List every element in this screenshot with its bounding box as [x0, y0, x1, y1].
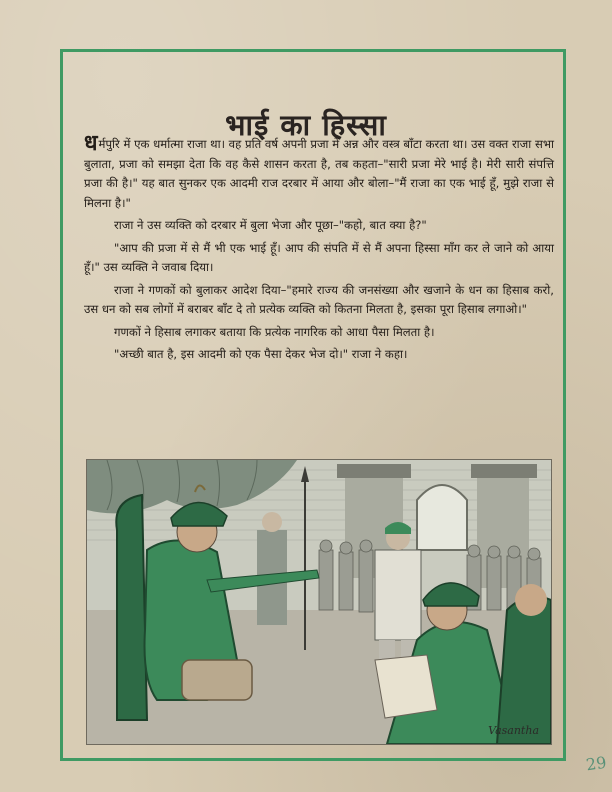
page-number: 29 — [584, 752, 608, 775]
throne-cushion — [182, 660, 252, 700]
story-text — [84, 131, 554, 368]
petitioner-figure — [375, 550, 421, 640]
court-scene — [87, 460, 551, 744]
artist-signature: Vasantha — [488, 724, 539, 737]
throne-back — [116, 495, 147, 720]
story-paragraph-1-text: र्मपुरि में एक धर्मात्मा राजा था। वह प्रति वर्ष अपनी प्रजा में अन्न और वस्त्र बाँटा करता था। उस वक्त राजा सभा बुलाता, प्रजा को समझा देता कि वह कैसे शासन करता है, तब कहता–"सारी प्रजा मेरे भाई है। मेरी सारी संपत्ति प्रजा की है।" यह बात सुनकर एक आदमी राज दरबार में आया और बोला–"मैं राजा का एक भाई हूँ, मुझे राजा से मिलना है।" — [84, 137, 554, 210]
ledger-scroll — [375, 655, 437, 718]
story-paragraph-4: राजा ने गणकों को बुलाकर आदेश दिया–"हमारे राज्य की जनसंख्या और खजाने के धन का हिसाब करो, उस धन को सब लोगों में बराबर बाँट दे तो प्रत्येक व्यक्ति को कितना मिलता है, इसका पूरा हिसाब लगाओ।" — [84, 282, 554, 316]
arch-window — [417, 485, 467, 550]
story-paragraph-5: गणकों ने हिसाब लगाकर बताया कि प्रत्येक नागरिक को आधा पैसा मिलता है। — [114, 324, 435, 339]
dropcap-letter: ध — [84, 131, 98, 156]
court-illustration — [86, 459, 552, 745]
story-paragraph-2: राजा ने उस व्यक्ति को दरबार में बुला भेजा और पूछा–"कहो, बात क्या है?" — [114, 218, 427, 232]
story-title: भाई का हिस्सा — [225, 108, 387, 143]
story-paragraph-1 — [84, 131, 554, 213]
story-paragraph-3: "आप की प्रजा में से मैं भी एक भाई हूँ। आप की संपति में से मैं अपना हिस्सा माँग कर ले जाने को आया हूँ।" उस व्यक्ति ने जवाब दिया। — [84, 240, 554, 274]
story-paragraph-6: "अच्छी बात है, इस आदमी को एक पैसा देकर भेज दो।" राजा ने कहा। — [114, 347, 408, 361]
